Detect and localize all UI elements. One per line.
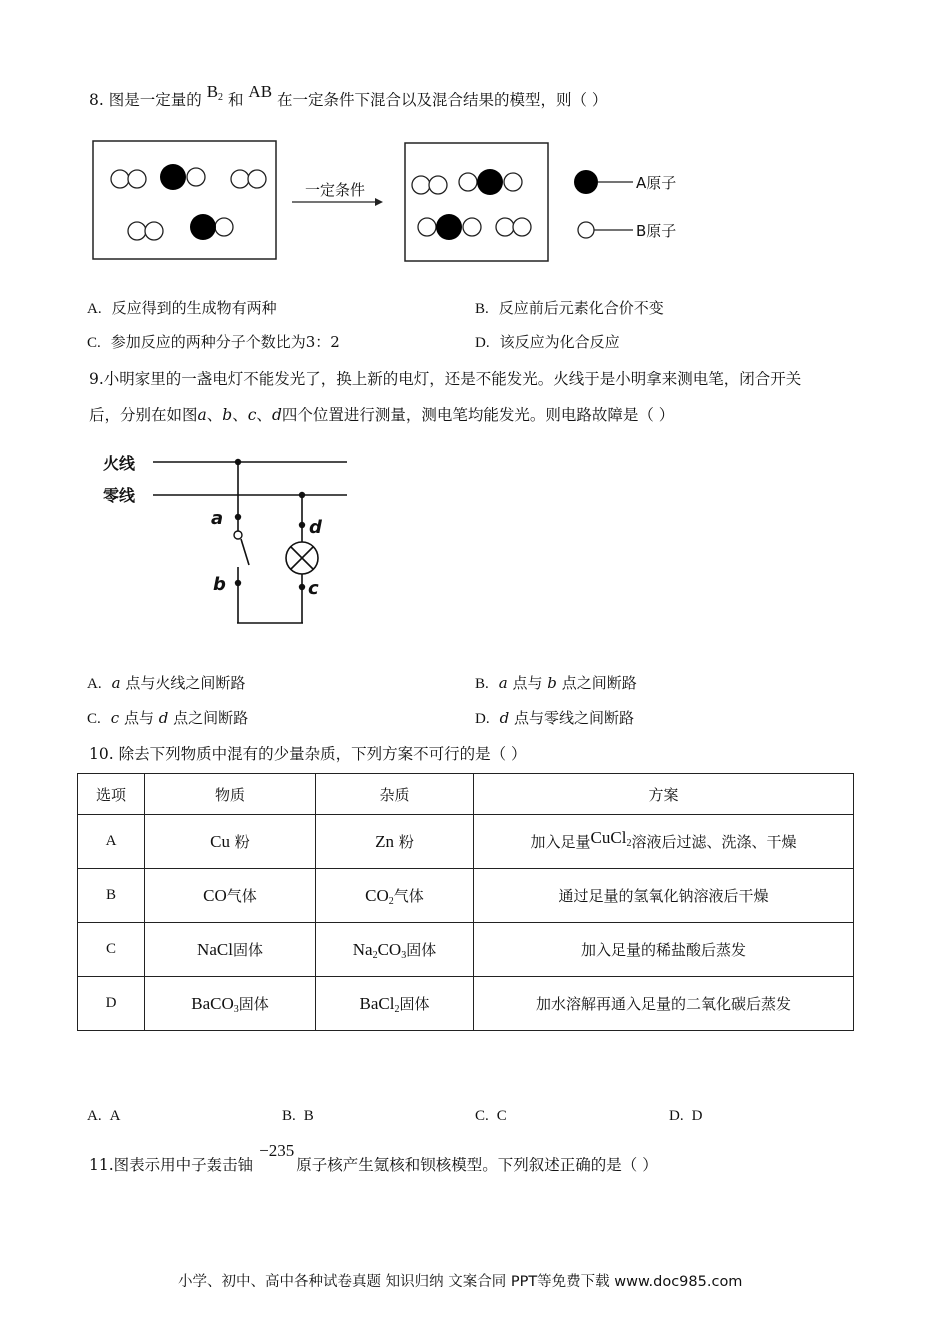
q8-option-d[interactable]: D. 该反应为化合反应 — [475, 333, 620, 351]
legend-b-atom — [578, 222, 594, 238]
row-d-option: D — [78, 977, 145, 1031]
switch-lever — [241, 539, 249, 565]
table-row — [78, 923, 854, 977]
table-row — [78, 815, 854, 869]
q9-stem-line2: 后，分别在如图a、b、c、d四个位置进行测量，测电笔均能发光。则电路故障是（ ） — [89, 406, 675, 424]
q10-answer-b[interactable]: B. B — [282, 1108, 314, 1124]
live-wire-label: 火线 — [103, 454, 136, 473]
row-b-plan: 通过足量的氢氧化钠溶液后干燥 — [474, 869, 854, 923]
q11-isotope-sup: −235 — [259, 1141, 295, 1160]
q10-answer-a[interactable]: A. A — [87, 1108, 121, 1124]
row-d-substance: BaCO$_3$固体 — [145, 977, 316, 1031]
q9-stem-line1: 9.小明家里的一盏电灯不能发光了，换上新的电灯，还是不能发光。火线于是小明拿来测电笔，闭合开关 — [89, 370, 802, 388]
a-atom — [436, 214, 462, 240]
q10-stem: 10. 除去下列物质中混有的少量杂质，下列方案不可行的是（ ） — [89, 745, 527, 763]
row-c-impurity: $Na_2CO_3$固体 — [316, 923, 474, 977]
legend-a-label: A原子 — [636, 174, 677, 192]
header-plan: 方案 — [474, 774, 854, 815]
table-header-row — [78, 774, 854, 815]
q9-circuit-diagram — [95, 445, 365, 630]
point-d: d — [309, 517, 322, 538]
row-a-plan: 加入足量CuCl$_2$溶液后过滤、洗涤、干燥 — [474, 815, 854, 869]
q8-formula-b2: $B_2$ — [206, 82, 224, 103]
q10-answer-c[interactable]: C. C — [475, 1108, 507, 1124]
q8-option-a[interactable]: A. 反应得到的生成物有两种 — [87, 299, 277, 317]
q9-option-c[interactable]: C. c 点与 d 点之间断路 — [87, 709, 249, 727]
q8-stem — [89, 82, 608, 111]
page-footer: 小学、初中、高中各种试卷真题 知识归纳 文案合同 PPT等免费下载 www.doc985.com — [178, 1274, 743, 1290]
row-c-option: C — [78, 923, 145, 977]
header-substance: 物质 — [145, 774, 316, 815]
q8-molecule-diagram — [85, 135, 705, 270]
before-box — [93, 141, 276, 259]
a-atom — [190, 214, 216, 240]
row-c-substance: NaCl固体 — [145, 923, 316, 977]
row-a-impurity: Zn 粉 — [316, 815, 474, 869]
header-impurity: 杂质 — [316, 774, 474, 815]
a-atom — [477, 169, 503, 195]
q8-number: 8. — [89, 91, 104, 109]
legend-b-label: B原子 — [636, 222, 677, 240]
point-a: a — [211, 508, 224, 529]
q8-option-b[interactable]: B. 反应前后元素化合价不变 — [475, 299, 664, 317]
switch-pivot — [234, 531, 242, 539]
q8-text-after: 在一定条件下混合以及混合结果的模型，则（ ） — [276, 91, 608, 109]
row-a-substance: Cu 粉 — [145, 815, 316, 869]
q9-option-b[interactable]: B. a 点与 b 点之间断路 — [475, 674, 637, 692]
table-row — [78, 869, 854, 923]
q9-option-d[interactable]: D. d 点与零线之间断路 — [475, 709, 634, 727]
q8-formula-ab: AB — [248, 82, 273, 101]
row-d-impurity: BaCl$_2$固体 — [316, 977, 474, 1031]
q8-text-before: 图是一定量的 — [108, 91, 202, 109]
row-b-option: B — [78, 869, 145, 923]
q9-option-a[interactable]: A. a 点与火线之间断路 — [87, 674, 246, 692]
row-b-substance: CO气体 — [145, 869, 316, 923]
row-b-impurity: $CO_2$气体 — [316, 869, 474, 923]
neutral-wire-label: 零线 — [103, 486, 136, 505]
q10-answer-d[interactable]: D. D — [669, 1108, 703, 1124]
row-d-plan: 加水溶解再通入足量的二氧化碳后蒸发 — [474, 977, 854, 1031]
point-b: b — [213, 574, 226, 595]
after-box — [405, 143, 548, 261]
q11-stem: 11.图表示用中子轰击铀−235原子核产生氪核和钡核模型。下列叙述正确的是（ ） — [89, 1141, 658, 1174]
arrow-label: 一定条件 — [304, 181, 366, 199]
row-a-option: A — [78, 815, 145, 869]
row-c-plan: 加入足量的稀盐酸后蒸发 — [474, 923, 854, 977]
q8-conj: 和 — [227, 91, 244, 109]
q8-option-c[interactable]: C. 参加反应的两种分子个数比为3：2 — [87, 333, 340, 351]
header-option: 选项 — [78, 774, 145, 815]
a-atom — [160, 164, 186, 190]
legend-a-atom — [574, 170, 598, 194]
point-c: c — [308, 578, 319, 599]
table-row — [78, 977, 854, 1031]
q10-table — [77, 773, 854, 1031]
